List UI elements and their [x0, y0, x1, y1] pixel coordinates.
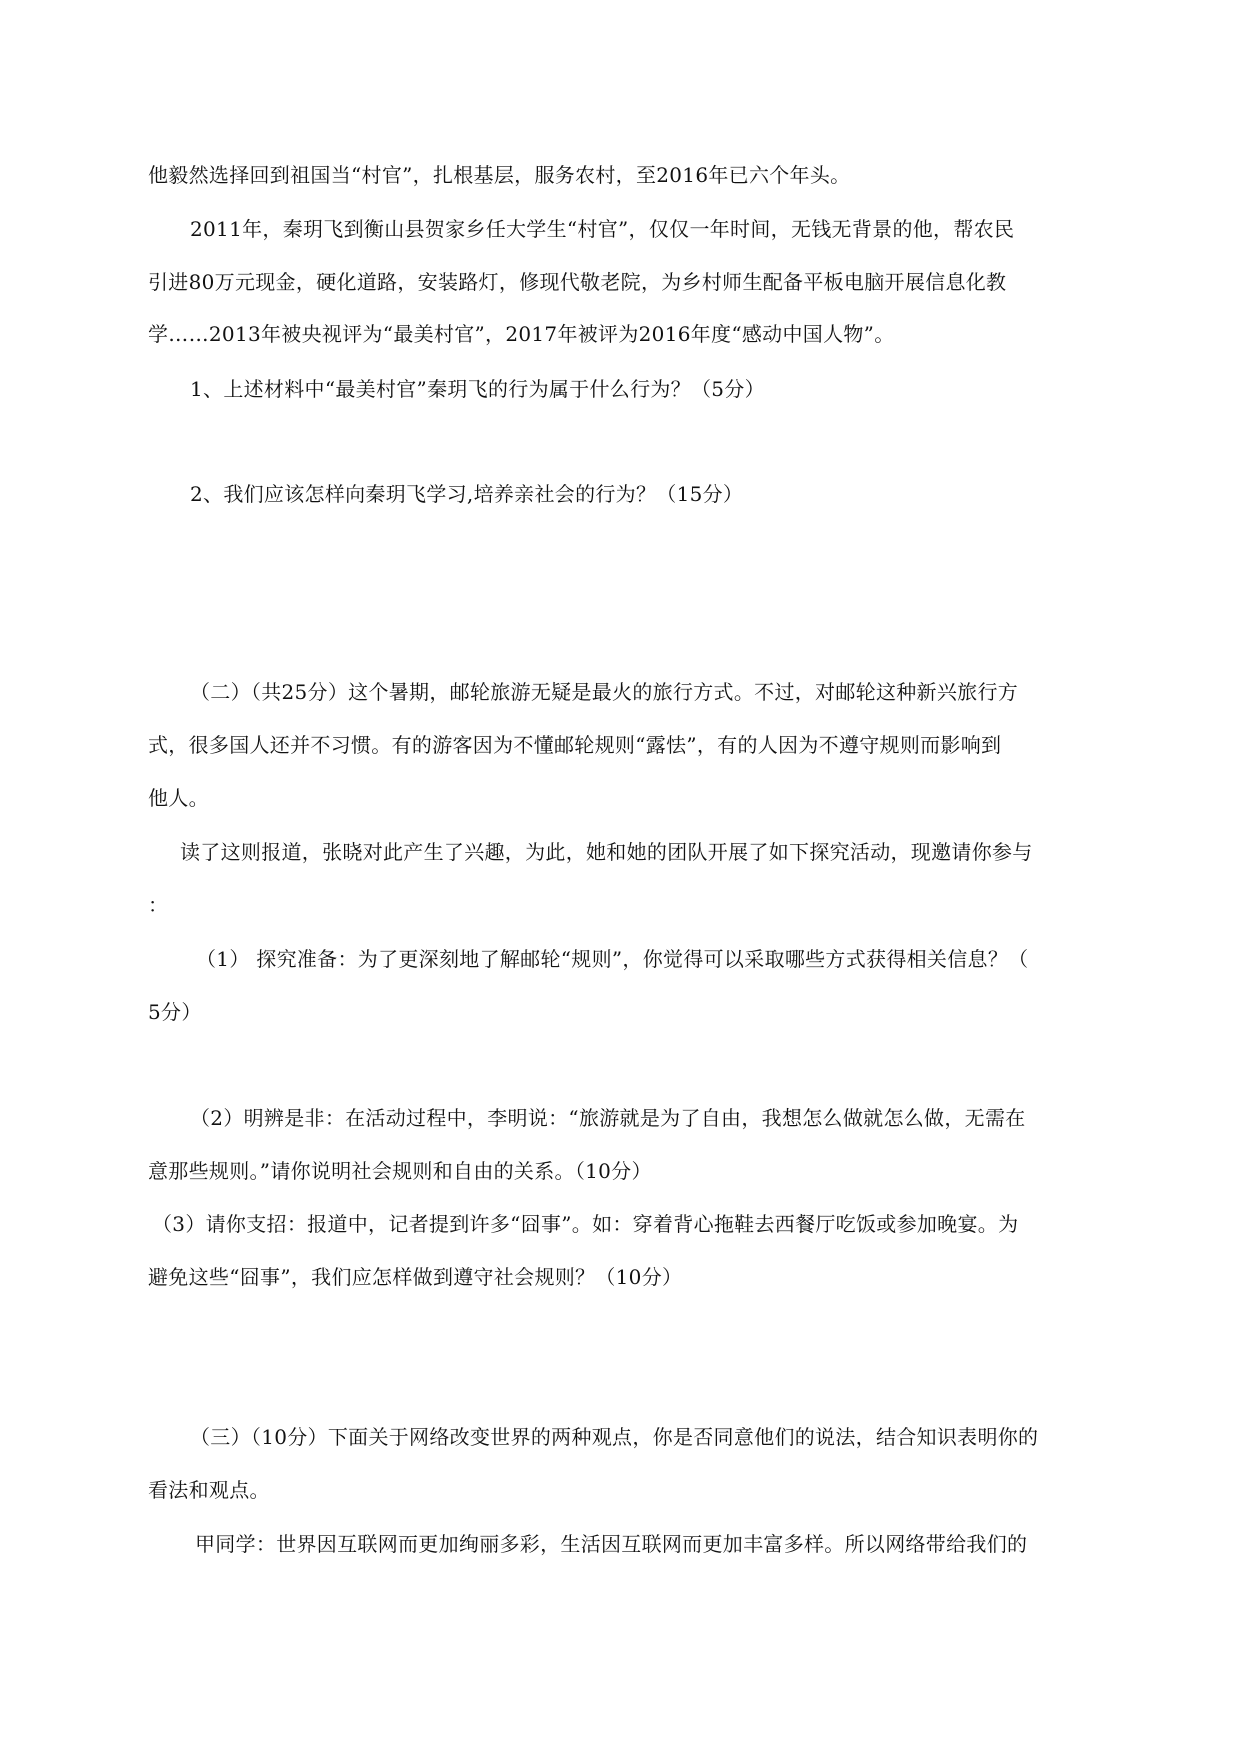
student-jia-view: 甲同学：世界因互联网而更加绚丽多彩，生活因互联网而更加丰富多样。所以网络带给我们的: [195, 1532, 1028, 1556]
sub-question-1b: 5分）: [148, 1000, 202, 1024]
sub-question-3b: 避免这些“囧事”，我们应怎样做到遵守社会规则？（10分）: [148, 1265, 683, 1289]
section-two-intro-3: 他人。: [148, 786, 209, 810]
sub-question-3a: （3）请你支招：报道中，记者提到许多“囧事”。如：穿着背心拖鞋去西餐厅吃饭或参加晚宴。为: [152, 1212, 1019, 1236]
section-two-intro-2: 式，很多国人还并不习惯。有的游客因为不懂邮轮规则“露怯”，有的人因为不遵守规则而影响到: [148, 733, 1002, 757]
section-two-intro-1: （二）（共25分）这个暑期，邮轮旅游无疑是最火的旅行方式。不过，对邮轮这种新兴旅行方: [190, 680, 1019, 704]
question-1: 1、上述材料中“最美村官”秦玥飞的行为属于什么行为？（5分）: [190, 377, 765, 401]
sub-question-1a: （1） 探究准备：为了更深刻地了解邮轮“规则”，你觉得可以采取哪些方式获得相关信息？（: [196, 947, 1029, 971]
material-line-3: 引进80万元现金，硬化道路，安装路灯，修现代敬老院，为乡村师生配备平板电脑开展信息化教: [148, 270, 1007, 294]
section-two-read-1: 读了这则报道，张晓对此产生了兴趣，为此，她和她的团队开展了如下探究活动，现邀请你参与: [180, 840, 1033, 864]
section-two-read-2: ：: [148, 893, 169, 917]
material-line-4: 学……2013年被央视评为“最美村官”，2017年被评为2016年度“感动中国人物”。: [148, 322, 895, 346]
sub-question-2a: （2）明辨是非：在活动过程中，李明说：“旅游就是为了自由，我想怎么做就怎么做，无需在: [190, 1106, 1026, 1130]
section-three-intro-2: 看法和观点。: [148, 1478, 270, 1502]
sub-question-2b: 意那些规则。”请你说明社会规则和自由的关系。（10分）: [148, 1159, 652, 1183]
material-line-1: 他毅然选择回到祖国当“村官”，扎根基层，服务农村，至2016年已六个年头。: [148, 163, 851, 187]
question-2: 2、我们应该怎样向秦玥飞学习,培养亲社会的行为？（15分）: [190, 482, 744, 506]
material-line-2: 2011年，秦玥飞到衡山县贺家乡任大学生“村官”，仅仅一年时间，无钱无背景的他，帮农民: [190, 217, 1015, 241]
section-three-intro-1: （三）（10分）下面关于网络改变世界的两种观点，你是否同意他们的说法，结合知识表明你的: [190, 1425, 1039, 1449]
